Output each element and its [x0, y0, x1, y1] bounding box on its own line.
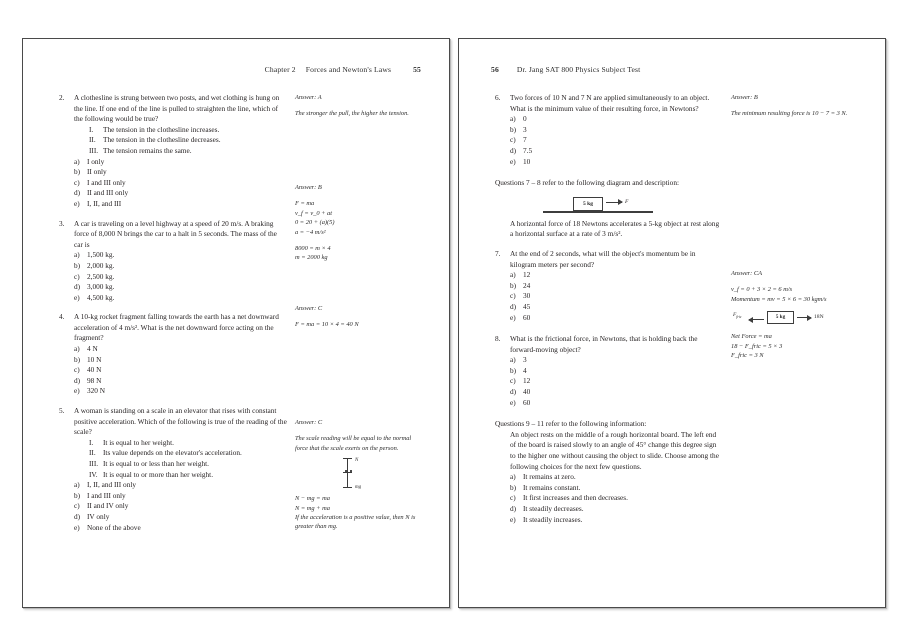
- choice-label: a): [510, 114, 516, 124]
- choice-text: 7.5: [523, 145, 533, 155]
- choice-label: e): [74, 198, 80, 208]
- choice-label: b): [74, 260, 81, 270]
- list-item[interactable]: [74, 293, 287, 304]
- list-item[interactable]: [74, 199, 287, 210]
- question-2-roman-list: [89, 125, 287, 157]
- choice-label: a): [74, 344, 80, 354]
- choice-label: b): [510, 280, 517, 290]
- answer-math-line: v_f = v_0 + at: [295, 209, 333, 217]
- choice-text: None of the above: [87, 522, 141, 532]
- list-item: [89, 125, 287, 136]
- list-item[interactable]: [510, 146, 723, 157]
- roman-text: It is equal to or less than her weight.: [103, 459, 209, 468]
- choice-text: 4,500 kg.: [87, 292, 115, 302]
- answer-explanation-q6: The minimum resulting force is 10 − 7 = 3 N.: [731, 110, 848, 118]
- list-item[interactable]: [510, 355, 723, 366]
- list-item[interactable]: [74, 365, 287, 376]
- right-page-body-column: [495, 93, 723, 525]
- choice-text: 2,000 kg.: [87, 260, 115, 270]
- answer-block-q4: [295, 304, 423, 330]
- choice-text: 60: [523, 397, 531, 407]
- choice-label: b): [510, 124, 517, 134]
- choice-text: 40 N: [87, 365, 102, 375]
- answer-block-q3: [295, 183, 423, 263]
- answer-math-line: N = mg + ma: [295, 504, 330, 512]
- question-2-number: 2.: [59, 93, 65, 102]
- running-head-page-number: 56: [491, 65, 499, 74]
- choice-text: 4: [523, 365, 527, 375]
- list-item[interactable]: [510, 376, 723, 387]
- fbd-down-label: mg: [355, 485, 362, 491]
- choice-text: 4 N: [87, 344, 98, 354]
- answer-math-line: 0 = 20 + (a)(5): [295, 219, 335, 227]
- choice-text: 40: [523, 387, 531, 397]
- choice-label: b): [74, 354, 81, 364]
- answer-math-line: F_fric = 3 N: [731, 352, 764, 360]
- answer-math-line: N − mg = ma: [295, 495, 330, 503]
- choice-text: I and III only: [87, 177, 126, 187]
- choice-label: b): [510, 482, 517, 492]
- list-item[interactable]: [510, 281, 723, 292]
- choice-text: It steadily increases.: [523, 514, 583, 524]
- answer-math-line: a = −4 m/s²: [295, 228, 326, 236]
- left-page-body-column: [59, 93, 287, 533]
- answer-block-q6: [731, 93, 859, 119]
- choice-label: a): [510, 270, 516, 280]
- choice-text: 12: [523, 270, 531, 280]
- list-item: [89, 438, 287, 449]
- choice-label: d): [74, 282, 81, 292]
- list-item[interactable]: [74, 523, 287, 534]
- answer-block-q2: [295, 93, 423, 119]
- choice-text: It remains at zero.: [523, 472, 576, 482]
- answer-math-line: Momentum = mv = 5 × 6 = 30 kgm/s: [731, 295, 827, 303]
- choice-text: I, II, and III only: [87, 480, 137, 490]
- question-8: [495, 334, 723, 408]
- choice-text: 320 N: [87, 386, 106, 396]
- answer-math-line: m = 2000 kg: [295, 254, 328, 262]
- roman-text: The tension in the clothesline decreases.: [103, 135, 221, 145]
- list-item[interactable]: [510, 157, 723, 168]
- force-label: F: [625, 198, 629, 205]
- fbd-up-label: N: [355, 458, 359, 464]
- running-head-title: Forces and Newton's Laws: [305, 65, 392, 74]
- list-item[interactable]: [74, 178, 287, 189]
- question-6: [495, 93, 723, 167]
- friction-arrow-left-icon: [749, 319, 764, 320]
- list-item[interactable]: [74, 512, 287, 523]
- question-5-roman-list: [89, 438, 287, 480]
- choice-label: c): [74, 271, 80, 281]
- list-item[interactable]: [74, 282, 287, 293]
- list-item: [89, 470, 287, 481]
- choice-text: 7: [523, 135, 527, 145]
- answer-math-line: F = ma = 10 × 4 = 40 N: [295, 321, 359, 329]
- roman-label: III.: [89, 459, 99, 468]
- question-3-number: 3.: [59, 218, 65, 228]
- free-body-diagram-icon: [333, 456, 379, 490]
- question-4-choices: [74, 344, 287, 397]
- choice-text: 45: [523, 301, 531, 311]
- answer-math-line: If the acceleration is a positive value, then N is greater than mg.: [295, 514, 416, 531]
- choice-text: II and III only: [87, 188, 129, 198]
- running-head-chapter: Chapter 2: [264, 65, 296, 74]
- answer-explanation-q5: The scale reading will be equal to the normal force that the scale exerts on the person.: [295, 435, 412, 452]
- list-item[interactable]: [74, 386, 287, 397]
- list-item[interactable]: [74, 344, 287, 355]
- running-head-page-number: 55: [413, 65, 421, 74]
- list-item: [89, 459, 287, 470]
- choice-text: 3,000 kg.: [87, 282, 115, 292]
- question-2-choices: [74, 157, 287, 210]
- friction-block-diagram: [731, 309, 859, 329]
- list-item[interactable]: [74, 261, 287, 272]
- roman-label: IV.: [89, 469, 98, 479]
- answer-label-q2: Answer: A: [295, 94, 322, 101]
- answer-math-line: 18 − F_fric = 5 × 3: [731, 342, 783, 350]
- roman-text: The tension in the clothesline increases.: [103, 124, 220, 134]
- list-item[interactable]: [510, 387, 723, 398]
- choice-text: 30: [523, 291, 531, 301]
- list-item[interactable]: [510, 313, 723, 324]
- choice-text: 24: [523, 280, 531, 290]
- choice-label: c): [510, 493, 516, 503]
- list-item[interactable]: [510, 483, 723, 494]
- question-4-number: 4.: [59, 312, 65, 322]
- list-item[interactable]: [74, 167, 287, 178]
- choice-label: d): [510, 301, 517, 311]
- right-page-running-head: [459, 65, 885, 74]
- list-item[interactable]: [74, 272, 287, 283]
- roman-label: I.: [89, 124, 94, 134]
- choice-text: It steadily decreases.: [523, 504, 584, 513]
- choice-text: 2,500 kg.: [87, 271, 115, 281]
- applied-force-label: 18N: [814, 314, 824, 321]
- choice-text: 98 N: [87, 375, 102, 385]
- choice-label: a): [510, 472, 516, 482]
- choice-label: d): [74, 188, 81, 198]
- list-item: [89, 448, 287, 459]
- choice-label: e): [74, 386, 80, 396]
- list-item[interactable]: [510, 504, 723, 515]
- choice-text: I and III only: [87, 490, 126, 500]
- shared-stem-7-8: [495, 178, 723, 240]
- friction-force-label: $F_{fric}$: [733, 312, 742, 320]
- list-item[interactable]: [510, 493, 723, 504]
- choice-label: a): [510, 355, 516, 365]
- question-3: [59, 219, 287, 304]
- question-6-number: 6.: [495, 93, 501, 102]
- shared-7-8-description: A horizontal force of 18 Newtons accelerates a 5-kg object at rest along a horizontal surface at a rate of 3 m/s².: [510, 218, 720, 239]
- choice-text: I only: [87, 156, 105, 166]
- choice-label: a): [74, 480, 80, 490]
- choice-text: I, II, and III: [87, 198, 122, 208]
- choice-label: d): [74, 375, 81, 385]
- running-head-title: Dr. Jang SAT 800 Physics Subject Test: [516, 65, 641, 74]
- list-item[interactable]: [510, 125, 723, 136]
- choice-text: It remains constant.: [523, 482, 581, 492]
- list-item[interactable]: [74, 501, 287, 512]
- question-4-stem: A 10-kg rocket fragment falling towards the earth has a net downward acceleration of 4 m/s². What is the net downward force acting on the fragment?: [74, 312, 279, 343]
- roman-text: The tension remains the same.: [103, 145, 192, 155]
- choice-label: e): [510, 514, 516, 524]
- force-arrow-right-icon: [606, 202, 622, 203]
- choice-label: e): [74, 292, 80, 302]
- left-page: [22, 38, 450, 608]
- choice-label: a): [74, 156, 80, 166]
- block-on-surface-diagram: [529, 193, 723, 215]
- roman-label: III.: [89, 145, 99, 155]
- list-item[interactable]: [74, 157, 287, 168]
- list-item[interactable]: [74, 188, 287, 199]
- question-5-number: 5.: [59, 406, 65, 416]
- question-5-stem: A woman is standing on a scale in an elevator that rises with constant positive acceleration. Which of the following is true of the reading of the scale?: [74, 406, 287, 437]
- choice-label: b): [510, 365, 517, 375]
- choice-text: 3: [523, 355, 527, 365]
- question-3-choices: [74, 250, 287, 303]
- question-7-number: 7.: [495, 248, 501, 258]
- list-item[interactable]: [510, 302, 723, 313]
- shared-7-8-heading: Questions 7 – 8 refer to the following diagram and description:: [495, 178, 680, 188]
- list-item[interactable]: [510, 515, 723, 526]
- list-item[interactable]: [74, 250, 287, 261]
- choice-text: II only: [87, 167, 107, 177]
- shared-9-11-description: An object rests on the middle of a rough horizontal board. The left end of the board is raised slowly to an angle of 45° change this degree sign to the higher one without causing the object to slide. Choose among the following choices for the next few questions.: [510, 429, 719, 471]
- question-7: [495, 249, 723, 323]
- answer-label-q6: Answer: B: [731, 94, 758, 101]
- question-8-number: 8.: [495, 334, 501, 344]
- choice-label: c): [74, 501, 80, 511]
- mass-block: 5 kg: [767, 311, 794, 324]
- left-page-running-head: [23, 65, 449, 74]
- list-item[interactable]: [510, 291, 723, 302]
- choice-label: c): [74, 177, 80, 187]
- choice-text: 12: [523, 376, 531, 386]
- choice-text: 0: [523, 114, 527, 124]
- answer-label-q7: Answer: CA: [731, 270, 763, 277]
- roman-label: I.: [89, 437, 94, 447]
- choice-label: d): [510, 145, 517, 155]
- choice-label: d): [510, 387, 517, 397]
- list-item[interactable]: [74, 491, 287, 502]
- question-8-stem: What is the frictional force, in Newtons, that is holding back the forward-moving object?: [510, 334, 698, 354]
- roman-label: II.: [89, 135, 96, 145]
- list-item[interactable]: [510, 135, 723, 146]
- answer-block-q5: [295, 418, 423, 532]
- choice-label: b): [74, 490, 81, 500]
- question-6-choices: [510, 114, 723, 167]
- shared-stem-9-11: [495, 419, 723, 525]
- choice-text: 10 N: [87, 354, 102, 364]
- list-item: [89, 135, 287, 146]
- question-7-stem: At the end of 2 seconds, what will the object's momentum be in kilogram meters per second?: [510, 248, 696, 269]
- answer-math-line: 8000 = m × 4: [295, 245, 331, 253]
- choice-label: d): [510, 504, 517, 513]
- question-6-stem: Two forces of 10 N and 7 N are applied simultaneously to an object. What is the minimum value of their resulting force, in Newtons?: [510, 93, 710, 113]
- shared-9-11-choices: [510, 472, 723, 525]
- roman-text: It is equal to her weight.: [103, 437, 174, 447]
- question-2-stem: A clothesline is strung between two posts, and wet clothing is hung on the line. If one end of the line is pulled to straighten the line, which of the following would be true?: [74, 93, 280, 124]
- answer-math-line: v_f = 0 + 3 × 2 = 6 m/s: [731, 286, 793, 294]
- answer-math-line: F = ma: [295, 200, 315, 208]
- answer-label-q4: Answer: C: [295, 305, 323, 312]
- answer-label-q5: Answer: C: [295, 419, 323, 426]
- choice-text: It first increases and then decreases.: [523, 493, 628, 503]
- question-7-choices: [510, 270, 723, 323]
- choice-label: d): [74, 511, 81, 521]
- choice-label: e): [510, 156, 516, 166]
- roman-label: II.: [89, 448, 96, 458]
- ground-line-icon: [543, 211, 653, 213]
- choice-label: e): [510, 397, 516, 407]
- answer-math-line: Net Force = ma: [731, 333, 772, 341]
- list-item[interactable]: [510, 114, 723, 125]
- choice-label: c): [510, 291, 516, 301]
- choice-text: 3: [523, 124, 527, 134]
- roman-text: Its value depends on the elevator's acceleration.: [103, 448, 242, 458]
- right-page: [458, 38, 886, 608]
- list-item[interactable]: [510, 398, 723, 409]
- list-item[interactable]: [510, 472, 723, 483]
- answer-explanation-q2: The stronger the pull, the higher the tension.: [295, 110, 409, 118]
- roman-text: It is equal to or more than her weight.: [103, 469, 214, 479]
- choice-label: b): [74, 167, 81, 177]
- choice-text: 10: [523, 156, 531, 166]
- question-4: [59, 312, 287, 397]
- applied-force-arrow-right-icon: [797, 317, 811, 318]
- choice-label: e): [510, 312, 516, 322]
- answer-label-q3: Answer: B: [295, 184, 322, 191]
- choice-text: IV only: [87, 511, 110, 521]
- list-item[interactable]: [74, 355, 287, 366]
- choice-label: e): [74, 522, 80, 532]
- list-item[interactable]: [74, 480, 287, 491]
- choice-text: 60: [523, 312, 531, 322]
- question-8-choices: [510, 355, 723, 408]
- choice-text: 1,500 kg.: [87, 250, 115, 260]
- shared-9-11-heading: Questions 9 – 11 refer to the following information:: [495, 419, 647, 429]
- choice-label: a): [74, 250, 80, 260]
- question-3-stem: A car is traveling on a level highway at a speed of 20 m/s. A braking force of 8,000 N brings the car to a halt in 5 seconds. The mass of the car is: [74, 218, 277, 249]
- choice-label: c): [510, 135, 516, 145]
- question-5: [59, 406, 287, 533]
- list-item[interactable]: [74, 376, 287, 387]
- choice-label: c): [74, 365, 80, 375]
- mass-block: 5 kg: [573, 197, 603, 211]
- question-2: [59, 93, 287, 210]
- list-item: [89, 146, 287, 157]
- list-item[interactable]: [510, 270, 723, 281]
- question-5-choices: [74, 480, 287, 533]
- choice-label: c): [510, 376, 516, 386]
- answer-block-q7: [731, 269, 859, 360]
- choice-text: II and IV only: [87, 501, 129, 511]
- list-item[interactable]: [510, 366, 723, 377]
